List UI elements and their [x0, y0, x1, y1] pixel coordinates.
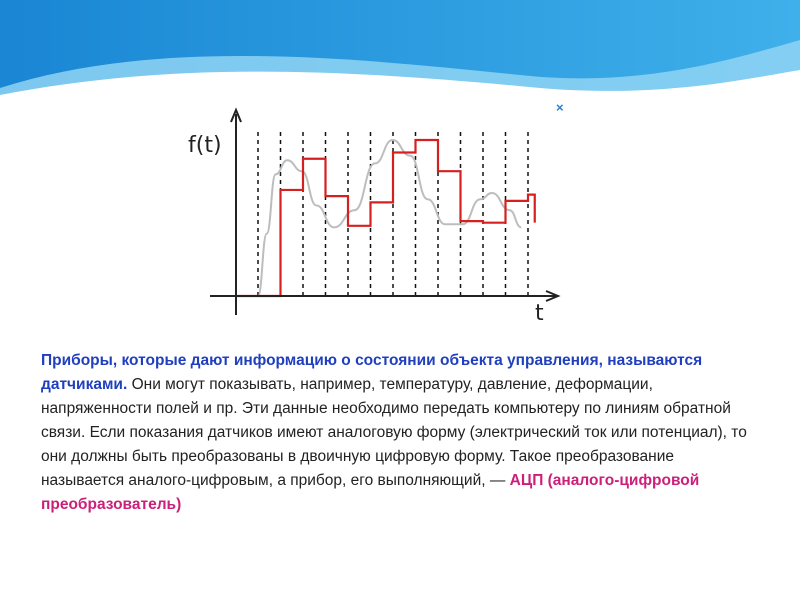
body-text: Они могут показывать, например, температуру, давление, деформации, напряженности полей и пр. Эти данные необходимо передать компьютеру по линиям обратной связи. Если показания датчиков имеют аналоговую форму (электрический ток или потенциал), то они должны быть преобразованы в двоичную цифровую форму. Такое преобразование называется аналого-цифровым, а прибор, его выполняющий, — [41, 376, 747, 489]
analog-signal-curve [258, 140, 521, 296]
header-wave-decoration [0, 0, 800, 105]
close-icon[interactable]: × [556, 100, 564, 115]
adc-term-highlight: АЦП (аналого-цифровой преобразователь) [41, 472, 700, 513]
sensor-definition-highlight: Приборы, которые дают информацию о состоянии объекта управления, называются датчиками. [41, 352, 703, 393]
sampled-step-signal [236, 140, 535, 296]
adc-sampling-diagram [180, 100, 580, 330]
x-axis-label: t [535, 301, 544, 326]
body-paragraph [41, 349, 761, 517]
y-axis-label: f(t) [188, 133, 222, 158]
